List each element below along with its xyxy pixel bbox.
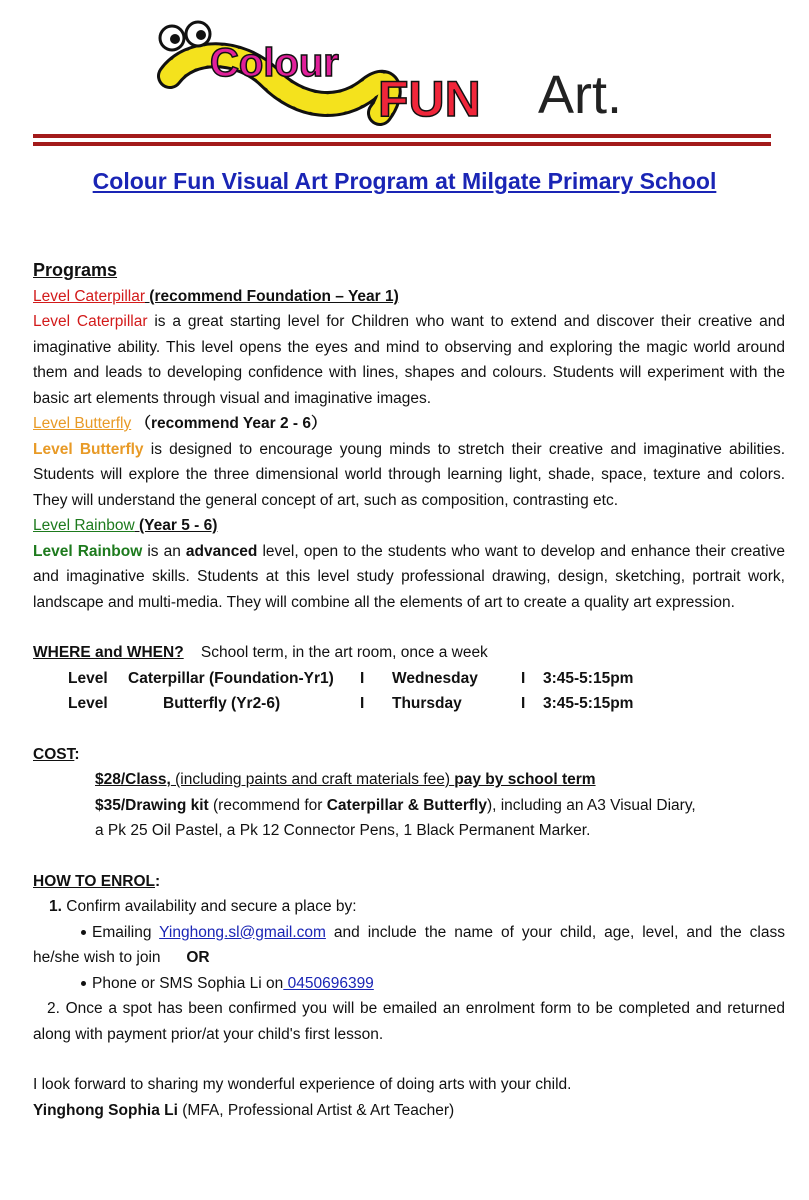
spacer	[33, 717, 785, 742]
enrol-phone-prefix: Phone or SMS Sophia Li on	[92, 974, 284, 992]
enrol-label: HOW TO ENROL	[33, 872, 155, 890]
cost-kit-a: (recommend for	[208, 796, 327, 814]
schedule-name: Butterfly (Yr2-6)	[163, 695, 281, 712]
caterpillar-desc-text: is a great starting level for Children who want to extend and discover their creative and imaginative ability. This level opens the eyes and mind to observing and exploring the magic world around them and leads to developing confidence with lines, shapes and colours. Students will experiment with the basic art elements through visual and imaginative images.	[33, 313, 785, 407]
enrol-phone-line	[33, 971, 785, 997]
enrol-heading	[33, 869, 785, 895]
programs-heading: Programs	[33, 260, 118, 280]
enrol-email-suffix: and include the name of your child, age, level, and the class he/she wish to join	[33, 923, 785, 966]
butterfly-recommend: （recommend Year 2 - 6）	[131, 415, 327, 432]
rainbow-desc-a: is an	[142, 542, 186, 560]
cost-class-payment: pay by school term	[454, 771, 596, 788]
cost-line-1	[33, 767, 785, 793]
cost-line-3: a Pk 25 Oil Pastel, a Pk 12 Connector Pens, 1 Black Permanent Marker.	[95, 822, 591, 839]
page-title: Colour Fun Visual Art Program at Milgate Primary School	[92, 168, 717, 194]
schedule-time: 3:45-5:15pm	[543, 669, 634, 687]
rainbow-desc-name: Level Rainbow	[33, 542, 143, 560]
phone-link[interactable]: 0450696399	[283, 974, 374, 992]
schedule-day: Thursday	[392, 695, 462, 712]
schedule-level: Level	[68, 669, 108, 687]
logo-art-text: Art.	[538, 65, 623, 125]
butterfly-level-name: Level Butterfly	[33, 415, 132, 432]
where-when-line	[33, 640, 785, 666]
enrol-email-prefix: Emailing	[92, 923, 160, 941]
divider-bottom	[33, 142, 771, 146]
email-link[interactable]: Yinghong.sl@gmail.com	[159, 923, 326, 941]
rainbow-level-name: Level Rainbow	[33, 517, 135, 534]
rainbow-desc-b: level, open to the students who want to develop and enhance their creative and imaginative skills. Students at this level study professional drawing, design, sketching, portrait work, landscape and multi-media. They will combine all the elements of art to create a quality art expression.	[33, 542, 786, 611]
caterpillar-level-name: Level Caterpillar	[33, 287, 145, 305]
schedule-row-caterpillar	[33, 666, 785, 692]
signature-line	[33, 1098, 785, 1124]
spacer	[33, 1047, 785, 1072]
spacer	[33, 615, 785, 640]
cost-class-detail: (including paints and craft materials fee)	[170, 771, 455, 788]
enrol-step-1	[33, 894, 785, 920]
colour-fun-art-logo	[150, 18, 670, 130]
bullet-icon	[81, 981, 86, 986]
rainbow-desc-bold: advanced	[185, 542, 258, 560]
schedule-time: 3:45-5:15pm	[543, 695, 634, 712]
schedule-day: Wednesday	[392, 669, 478, 687]
rainbow-recommend: (Year 5 - 6)	[134, 517, 218, 534]
caterpillar-recommend: (recommend Foundation – Year 1)	[145, 287, 399, 305]
cost-colon: :	[74, 745, 80, 763]
enrol-step-1-number: 1.	[49, 898, 62, 915]
schedule-sep: I	[521, 669, 526, 687]
butterfly-desc-name: Level Butterfly	[33, 440, 144, 458]
document-body	[33, 258, 785, 1123]
spacer	[33, 844, 785, 869]
enrol-email-line	[33, 920, 785, 971]
where-when-text: School term, in the art room, once a week	[200, 644, 488, 661]
rainbow-heading	[33, 513, 785, 539]
cost-class-price: $28/Class,	[95, 771, 171, 788]
logo-colour-text: Colour	[210, 41, 339, 85]
teacher-name: Yinghong Sophia Li	[33, 1101, 178, 1119]
schedule-sep: I	[360, 695, 365, 712]
schedule-sep: I	[360, 669, 365, 687]
cost-line-2	[33, 793, 785, 819]
logo-fun-text: FUN	[378, 71, 481, 127]
cost-label: COST	[33, 745, 75, 763]
caterpillar-heading	[33, 284, 785, 310]
rainbow-description	[33, 539, 785, 616]
schedule-level: Level	[68, 695, 108, 712]
enrol-step-2: 2. Once a spot has been confirmed you will be emailed an enrolment form to be completed and returned along with payment prior/at your child's first lesson.	[33, 1000, 785, 1043]
closing-line: I look forward to sharing my wonderful experience of doing arts with your child.	[33, 1076, 572, 1093]
enrol-colon: :	[155, 872, 161, 890]
schedule-sep: I	[521, 695, 526, 712]
cost-kit-levels: Caterpillar & Butterfly	[326, 796, 487, 814]
caterpillar-desc-name: Level Caterpillar	[33, 313, 148, 330]
bullet-icon	[81, 930, 86, 935]
butterfly-desc-text: is designed to encourage young minds to stretch their creative and imaginative abilities. Students will explore the three dimensional world through learning light, shade, space, texture and colors. They will understand the general concept of art, such as composition, contrasting etc.	[33, 440, 786, 509]
schedule-row-butterfly	[33, 691, 785, 717]
schedule-name: Caterpillar (Foundation-Yr1)	[128, 669, 334, 687]
cost-heading	[33, 742, 785, 768]
where-when-label: WHERE and WHEN?	[33, 644, 184, 661]
cost-kit-price: $35/Drawing kit	[95, 796, 209, 814]
butterfly-description	[33, 437, 785, 514]
cost-kit-b: ), including an A3 Visual Diary,	[486, 796, 696, 814]
caterpillar-description	[33, 309, 785, 411]
enrol-or: OR	[186, 949, 210, 966]
teacher-credentials: (MFA, Professional Artist & Art Teacher)	[177, 1101, 455, 1119]
divider-top	[33, 134, 771, 138]
butterfly-heading	[33, 411, 785, 437]
enrol-step-1-text: Confirm availability and secure a place by:	[61, 898, 357, 915]
